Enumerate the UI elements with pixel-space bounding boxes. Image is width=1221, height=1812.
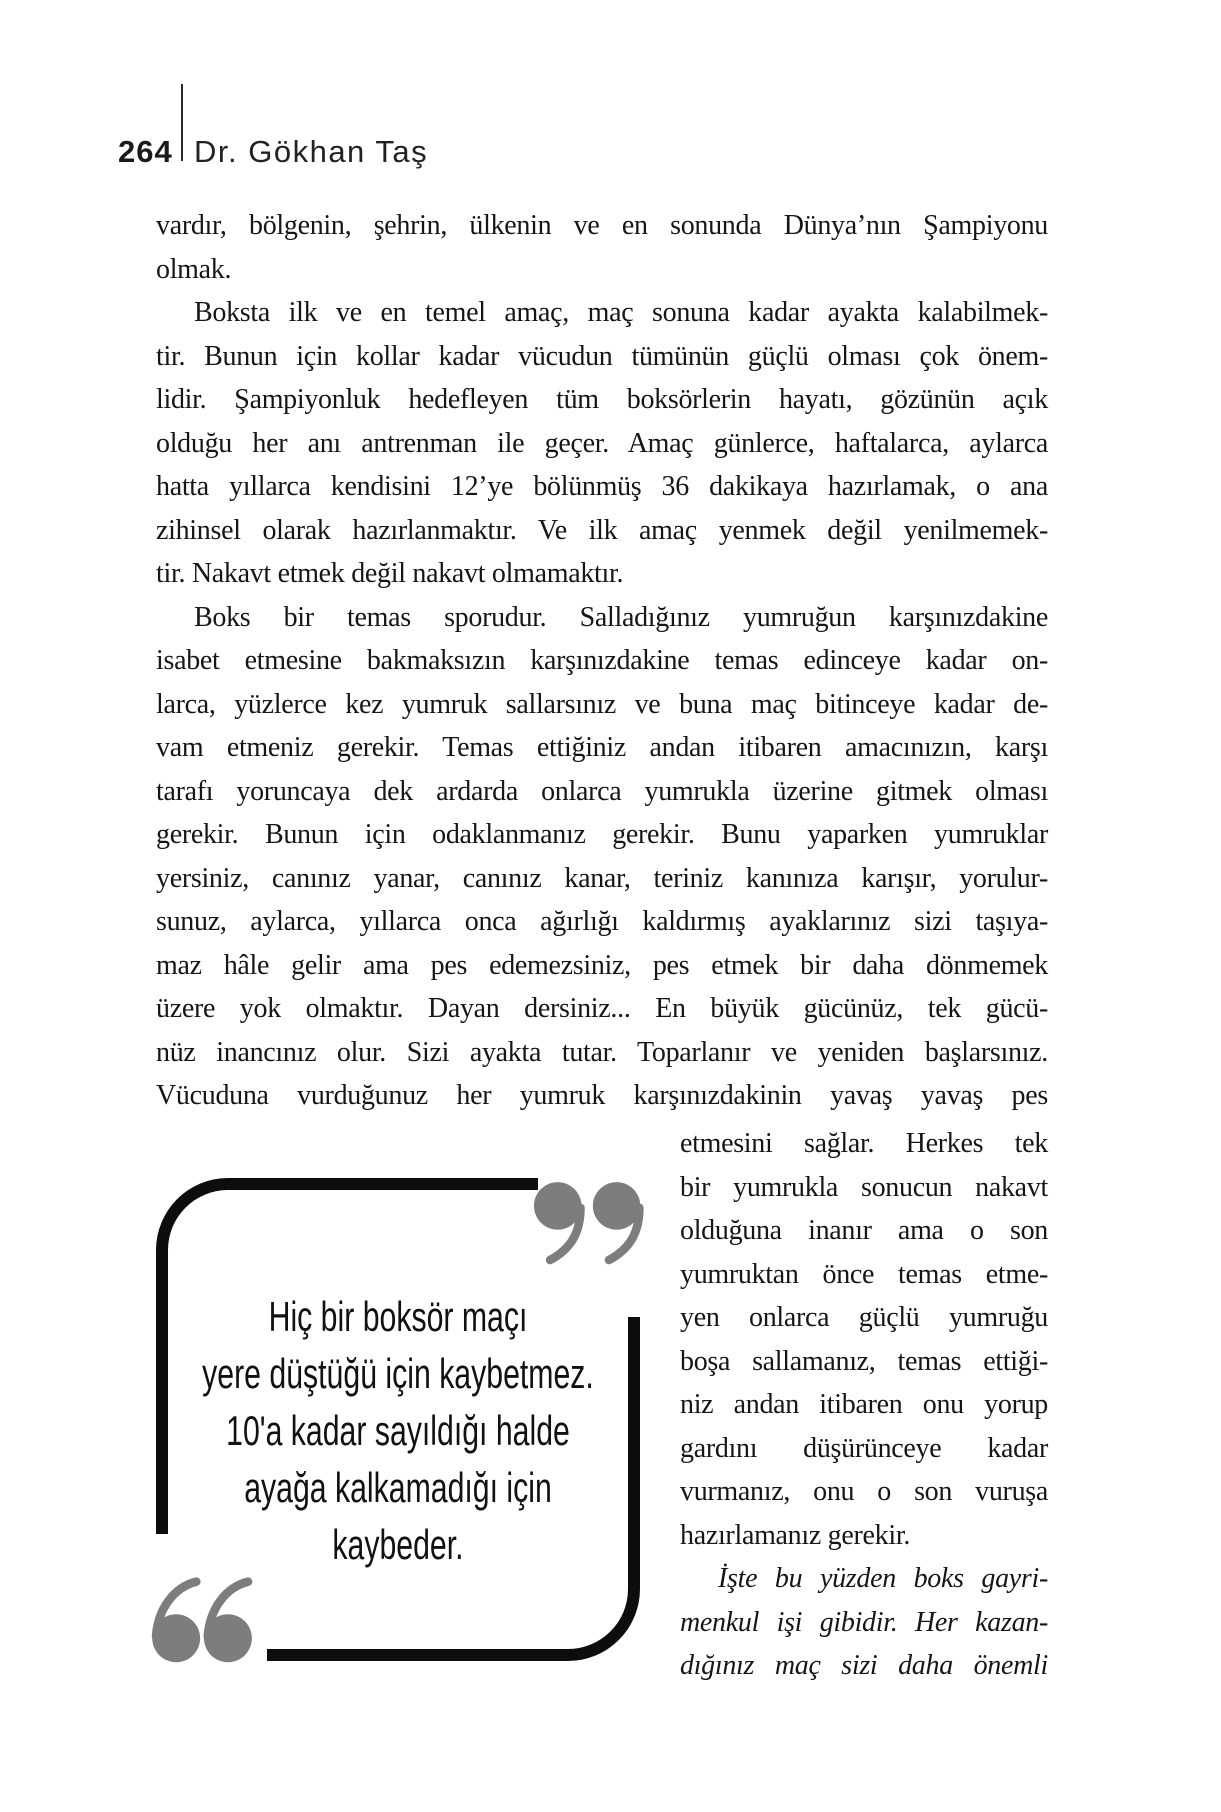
text-line: isabet etmesine bakmaksızın karşınızdakine temas edinceye kadar on-	[156, 645, 1048, 676]
text-line: Vücuduna vurduğunuz her yumruk karşınızdakinin yavaş yavaş pes	[156, 1080, 1048, 1111]
text-line: İşte bu yüzden boks gayri-	[718, 1563, 1048, 1594]
text-line: gerekir. Bunun için odaklanmanız gerekir. Bunu yaparken yumruklar	[156, 819, 1048, 850]
body-text-column	[156, 204, 1048, 1118]
text-line: zihinsel olarak hazırlanmaktır. Ve ilk amaç yenmek değil yenilmemek-	[156, 514, 1048, 546]
running-head-author: Dr. Gökhan Taş	[194, 134, 429, 169]
text-line: maz hâle gelir ama pes edemezsiniz, pes etmek bir daha dönmemek	[156, 949, 1048, 981]
right-text-column	[680, 1122, 1048, 1688]
header-divider	[181, 84, 183, 161]
text-line: boşa sallamanız, temas ettiği-	[680, 1345, 1048, 1377]
text-line: tarafı yoruncaya dek ardarda onlarca yumrukla üzerine gitmek olması	[156, 775, 1048, 807]
text-line: nüz inancınız olur. Sizi ayakta tutar. Toparlanır ve yeniden başlarsınız.	[156, 1036, 1048, 1068]
opening-quote-icon	[150, 1575, 256, 1667]
text-line: menkul işi gibidir. Her kazan-	[680, 1606, 1048, 1638]
text-line: tir. Nakavt etmek değil nakavt olmamaktır.	[156, 558, 624, 589]
text-line: niz andan itibaren onu yorup	[680, 1389, 1048, 1420]
text-line: yen onlarca güçlü yumruğu	[680, 1302, 1048, 1333]
text-line: bir yumrukla sonucun nakavt	[680, 1171, 1048, 1203]
text-line: hatta yıllarca kendisini 12’ye bölünmüş 36 dakikaya hazırlamak, o ana	[156, 471, 1048, 502]
text-line: üzere yok olmaktır. Dayan dersiniz... En büyük gücünüz, tek gücü-	[156, 993, 1048, 1024]
text-line: dığınız maç sizi daha önemli	[680, 1650, 1048, 1681]
pullquote-text	[196, 1288, 599, 1573]
text-line: sunuz, aylarca, yıllarca onca ağırlığı kaldırmış ayaklarınız sizi taşıya-	[156, 906, 1048, 937]
text-line: olduğuna inanır ama o son	[680, 1215, 1048, 1246]
text-line: yumruktan önce temas etme-	[680, 1258, 1048, 1290]
text-line: gardını düşürünceye kadar	[680, 1432, 1048, 1464]
text-line: tir. Bunun için kollar kadar vücudun tümünün güçlü olması çok önem-	[156, 340, 1048, 372]
text-line: Boksta ilk ve en temel amaç, maç sonuna kadar ayakta kalabilmek-	[194, 297, 1048, 328]
text-line: larca, yüzlerce kez yumruk sallarsınız ve buna maç bitinceye kadar de-	[156, 688, 1048, 720]
text-line: Hiç bir boksör maçı	[268, 1293, 528, 1340]
text-line: vardır, bölgenin, şehrin, ülkenin ve en sonunda Dünya’nın Şampiyonu	[156, 210, 1048, 241]
text-line: kaybeder.	[332, 1521, 464, 1568]
closing-quote-icon	[533, 1179, 647, 1267]
text-line: yersiniz, canınız yanar, canınız kanar, teriniz kanınıza karışır, yorulur-	[156, 862, 1048, 894]
text-line: vurmanız, onu o son vuruşa	[680, 1476, 1048, 1507]
text-line: olmak.	[156, 253, 232, 285]
text-line: 10'a kadar sayıldığı halde	[226, 1407, 570, 1454]
text-line: hazırlamanız gerekir.	[680, 1519, 911, 1551]
text-line: yere düştüğü için kaybetmez.	[202, 1350, 594, 1397]
text-line: lidir. Şampiyonluk hedefleyen tüm boksörlerin hayatı, gözünün açık	[156, 384, 1048, 415]
text-line: etmesini sağlar. Herkes tek	[680, 1128, 1048, 1159]
text-line: vam etmeniz gerekir. Temas ettiğiniz andan itibaren amacınızın, karşı	[156, 732, 1048, 763]
page-number: 264	[118, 134, 173, 169]
text-line: ayağa kalkamadığı için	[244, 1464, 552, 1511]
text-line: olduğu her anı antrenman ile geçer. Amaç günlerce, haftalarca, aylarca	[156, 427, 1048, 459]
text-line: Boks bir temas sporudur. Salladığınız yumruğun karşınızdakine	[194, 601, 1048, 633]
